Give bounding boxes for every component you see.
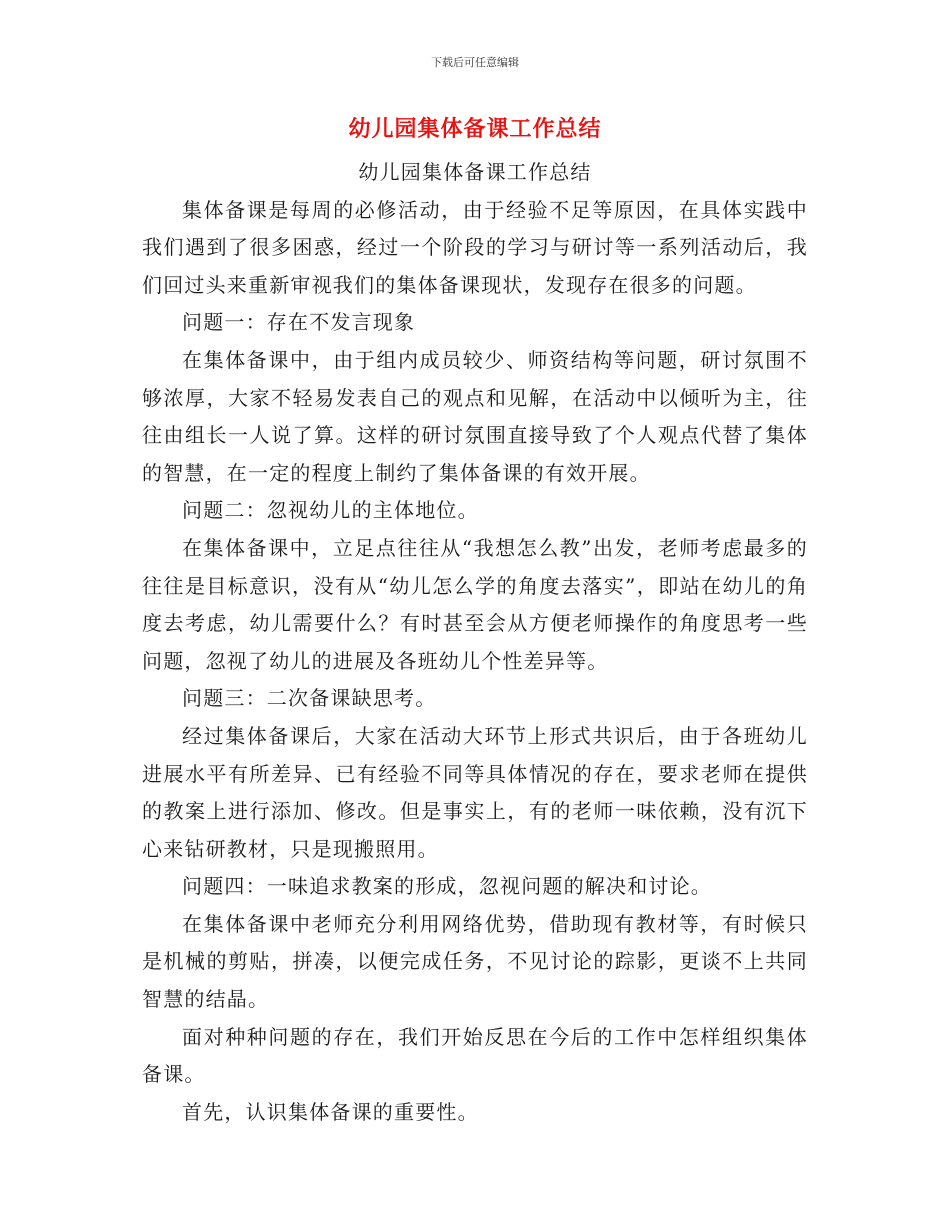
header-note: 下载后可任意编辑 <box>431 56 519 69</box>
paragraph: 在集体备课中老师充分利用网络优势，借助现有教材等，有时候只是机械的剪贴，拼凑，以便完成任务，不见讨论的踪影，更谈不上共同智慧的结晶。 <box>142 911 808 1012</box>
paragraph: 集体备课是每周的必修活动，由于经验不足等原因，在具体实践中我们遇到了很多困惑，经过一个阶段的学习与研讨等一系列活动后，我们回过头来重新审视我们的集体备课现状，发现存在很多的问题。 <box>142 197 808 297</box>
paragraph: 在集体备课中，立足点往往从“我想怎么教”出发，老师考虑最多的往往是目标意识，没有从“幼儿怎么学的角度去落实”，即站在幼儿的角度去考虑，幼儿需要什么？有时甚至会从方便老师操作的角度思考一些问题，忽视了幼儿的进展及各班幼儿个性差异等。 <box>142 535 808 673</box>
document-body <box>142 154 808 1131</box>
paragraph: 面对种种问题的存在，我们开始反思在今后的工作中怎样组织集体备课。 <box>142 1024 808 1087</box>
document-subtitle: 幼儿园集体备课工作总结 <box>358 160 592 184</box>
paragraph: 首先，认识集体备课的重要性。 <box>182 1099 479 1124</box>
paragraph: 经过集体备课后，大家在活动大环节上形式共识后，由于各班幼儿进展水平有所差异、已有经验不同等具体情况的存在，要求老师在提供的教案上进行添加、修改。但是事实上，有的老师一味依赖，没有沉下心来钻研教材，只是现搬照用。 <box>142 723 808 861</box>
section-heading: 问题四：一味追求教案的形成，忽视问题的解决和讨论。 <box>182 874 712 899</box>
section-heading: 问题一：存在不发言现象 <box>182 310 416 335</box>
section-heading: 问题二：忽视幼儿的主体地位。 <box>182 498 479 523</box>
section-heading: 问题三：二次备课缺思考。 <box>182 686 437 711</box>
paragraph: 在集体备课中，由于组内成员较少、师资结构等问题，研讨氛围不够浓厚，大家不轻易发表自己的观点和见解，在活动中以倾听为主，往往由组长一人说了算。这样的研讨氛围直接导致了个人观点代替了集体的智慧，在一定的程度上制约了集体备课的有效开展。 <box>142 347 808 485</box>
document-title: 幼儿园集体备课工作总结 <box>348 117 602 142</box>
